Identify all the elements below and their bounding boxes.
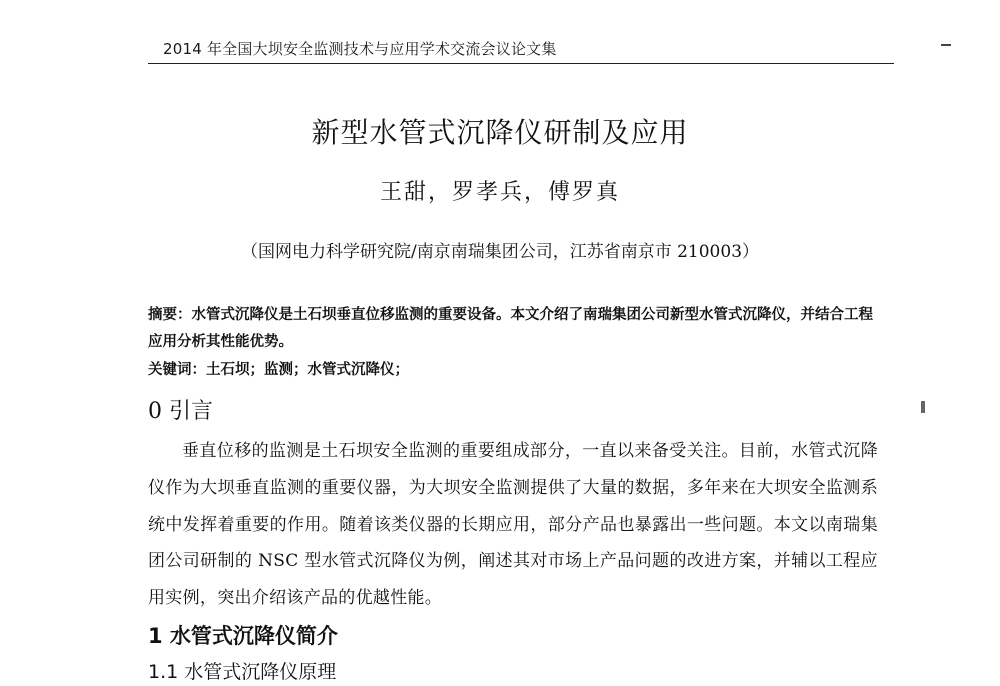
section-heading-1: 1 水管式沉降仪简介 xyxy=(148,624,338,648)
paper-authors: 王甜，罗孝兵，傅罗真 xyxy=(379,180,620,205)
abstract-text: 水管式沉降仪是土石坝垂直位移监测的重要设备。本文介绍了南瑞集团公司新型水管式沉降仪，并结合工程应用分析其性能优势。 xyxy=(148,307,873,350)
scan-artifact-mark xyxy=(921,401,925,413)
paper-title: 新型水管式沉降仪研制及应用 xyxy=(311,116,689,149)
section-heading-intro: 0 引言 xyxy=(148,399,213,424)
section-heading-1-1: 1.1 水管式沉降仪原理 xyxy=(148,661,337,683)
abstract-label: 摘要： xyxy=(148,307,192,323)
keywords xyxy=(148,358,409,379)
scan-artifact-dash xyxy=(941,44,951,46)
paper-affiliation: （国网电力科学研究院/南京南瑞集团公司，江苏省南京市 210003） xyxy=(240,242,760,262)
abstract xyxy=(148,302,878,356)
header-rule xyxy=(148,63,894,64)
keywords-label: 关键词： xyxy=(148,362,206,378)
intro-paragraph: 垂直位移的监测是土石坝安全监测的重要组成部分，一直以来备受关注。目前，水管式沉降仪作为大坝垂直监测的重要仪器，为大坝安全监测提供了大量的数据，多年来在大坝安全监测系统中发挥着重要的作用。随着该类仪器的长期应用，部分产品也暴露出一些问题。本文以南瑞集团公司研制的 NSC 型水管式沉降仪为例，阐述其对市场上产品问题的改进方案，并辅以工程应用实例，突出介绍该产品的优越性能。 xyxy=(148,441,878,609)
running-header: 2014 年全国大坝安全监测技术与应用学术交流会议论文集 xyxy=(163,40,557,58)
keywords-text: 土石坝；监测；水管式沉降仪； xyxy=(206,362,409,378)
